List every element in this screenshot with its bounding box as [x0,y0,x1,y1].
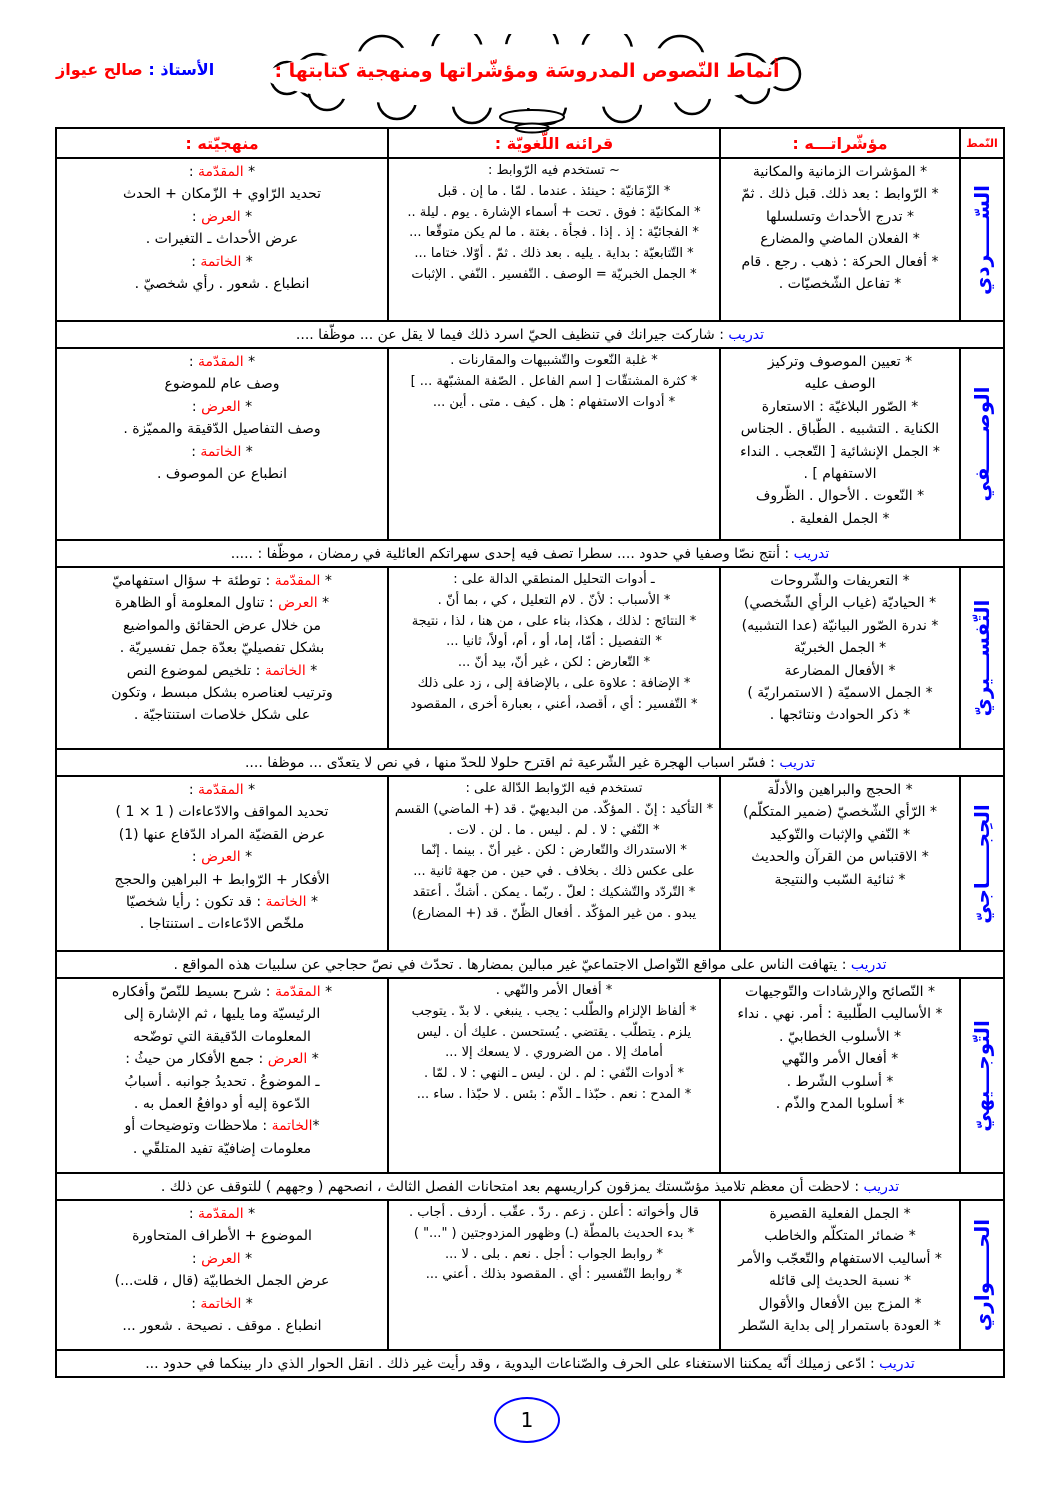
type-name-vertical-label: السّـــــردي [970,184,994,295]
text-line: * الأسباب : لأنّ . لام التعليل ، كي ، بما أنّ . [437,592,671,608]
text-line: * الفجائيّة : إذ . إذا . فجأة . بغتة . ما لم يكن متوقّعا ... [409,225,699,241]
text-line: * الأساليب الطّلبية : أمر. نهي . نداء [737,1006,943,1023]
text-line: * الخاتمة : [191,443,253,460]
text-line: قال وأخواته : أعلن . زعم . ردّ . عقّب . أردف . أجاب . [409,1205,699,1220]
exercise-cell [56,321,1004,348]
text-line: الدّعوة إليه أو دوافعُ العمل به . [133,1095,311,1112]
exercise-row [56,1350,1004,1377]
text-line: وصف عام للموضوع [164,376,280,393]
text-line: * النّفي والإثبات والتّوكيد [769,826,911,843]
exercise-cell [56,951,1004,978]
teacher-label: الأستاذ : [148,60,215,79]
page-number-badge [494,1397,560,1443]
text-line: * روابط التّفسير : أي . المقصود بذلك . أعني ... [425,1267,683,1283]
text-line: * أدوات الاستفهام : هل . كيف . متى . أين ... [432,394,676,410]
exercise-row [56,1173,1004,1200]
text-line: * ضمائر المتكلّم والخاطب [764,1228,916,1245]
text-line: * النتائج : لذلك ، هكذا، بناء على ، من هنا ، لذا ، نتيجة [411,613,697,629]
text-line: * العرض : جمع الأفكار من حيثُ : [125,1051,319,1068]
text-line: * المقدّمة : [188,164,256,180]
text-line: * التّفسير : أي ، أقصد، أعني ، بعبارة أخرى ، المقصود [410,696,698,712]
text-line: * الرّوابط : بعد ذلك. قبل ذلك . ثمّ [741,186,939,203]
section-keyword: المقدّمة [198,1206,244,1222]
type-name-cell [960,348,1004,540]
text-line: * كثرة المشتقّات [ اسم الفاعل . الصّفة المشبّهة ... ] [410,373,698,389]
text-line: يبدو . من غير المؤكّد . أفعال الظّنّ . قد (+ المضارع) [411,905,697,921]
text-line: الموضوع + الأطراف المتحاورة [132,1228,312,1245]
methodology-cell [56,158,388,321]
section-keyword: المقدّمة [274,573,321,589]
section-keyword: الخاتمة [265,893,307,910]
indicators-cell [720,776,960,951]
exercise-text: : شاركت جيرانك في تنظيف الحيّ اسرد ذلك فيما لا يقل عن ... موظّفا .... [295,326,729,343]
text-line: * العرض : تناول المعلومة أو الظاهرة [114,595,330,612]
text-line: ـ أدوات التحليل المنطقي الدالة على : [453,572,655,587]
indicators-cell [720,348,960,540]
exercise-text: : أنتج نصّا وصفيا في حدود .... سطرا تصف فيه إحدى سهراتكم العائلية في رمضان ، موظّفا : ..... [230,545,794,562]
exercise-text: : لاحظت أن معظم تلاميذ مؤسّستك يمزقون كراريسهم بعد امتحانات الفصل الثالث ، انصحهم ( وجههم ) للتوقف عن ذلك . [160,1178,864,1195]
methodology-cell [56,776,388,951]
header-row [56,128,1004,158]
exercise-cell [56,540,1004,567]
text-line: على عكس ذلك . بخلاف . في حين . من جهة ثانية ... [413,864,695,880]
type-name-cell [960,978,1004,1173]
cloud-shape-icon [232,34,812,134]
text-type-row [56,978,1004,1173]
text-line: * الأفعال المضارعة [784,662,896,679]
text-line: * الجمل الفعلية . [790,510,890,527]
text-line: انطباع . موقف . نصيحة . شعور ... [122,1317,322,1334]
indicators-cell [720,978,960,1173]
text-line: * الأسلوب الخطابيّ . [779,1028,901,1045]
text-line: تستخدم فيه الرّوابط الدّالة على : [465,781,643,796]
text-line: * ندرة الصّور البيانيّة (عدا التشبيه) [741,617,939,634]
text-line: * التّعارض : لكن ، غير أنّ، بيد أنّ ... [457,655,651,671]
text-line: * الجمل الفعلية القصيرة [769,1206,911,1222]
exercise-label: تدريب [863,1178,900,1195]
text-line: على شكل خلاصات استنتاجيّة . [133,707,311,724]
text-type-row [56,567,1004,749]
exercise-label: تدريب [779,754,816,771]
text-line: * التعريفات والشّروحات [770,573,910,589]
text-line: * المؤشرات الزمانية والمكانية [752,164,928,180]
text-line: * ذكر الحوادث ونتائجها . [769,707,911,724]
section-keyword: العرض [278,595,318,612]
text-line: * أساليب الاستفهام والتّعجّب والأمر [738,1250,942,1267]
col-header-methodology: منهجيّته : [56,128,388,158]
col-header-indicators: مؤشّراتـــه : [720,128,960,158]
section-keyword: الخاتمة [200,253,242,270]
col-header-type: النّمط [960,128,1004,158]
text-line: * بدء الحديث بالمطّة (ـ) وظهور المزدوجتين ( "..." ) [413,1225,695,1241]
type-name-cell [960,567,1004,749]
exercise-cell [56,1173,1004,1200]
text-line: * المقدّمة : [188,354,256,370]
text-line: ملخّص الادّعاءات ـ استنتاجا . [139,916,305,933]
text-line: * الجمل الإنشائية [ التّعجب . النداء [740,443,940,460]
text-type-row [56,348,1004,540]
exercise-cell [56,1350,1004,1377]
type-name-cell [960,776,1004,951]
evidence-cell [388,1200,720,1350]
methodology-cell [56,1200,388,1350]
text-line: من خلال عرض الحقائق والمواضيع [123,617,321,634]
exercise-label: تدريب [728,326,765,343]
text-line: * تعيين الموصوف وتركيز [767,354,913,370]
text-line: * الخاتمة : [191,1295,253,1312]
text-line: * العرض : [191,1250,253,1267]
evidence-cell [388,348,720,540]
text-line: * أفعال الأمر والنّهي . [495,983,613,998]
text-line: * الزّمَانيّة : حينئذ . عندما . لمّا . ما إن . قبل [437,183,671,199]
text-line: أمامك إلا . من الضروري . لا يسعك إلا ... [445,1045,663,1061]
text-line: الاستفهام ] . [803,465,877,482]
exercise-text: : ادّعى زميلك أنّه يمكننا الاستغناء على الحرف والصّناعات اليدوية ، وقد رأيت غير ذلك . انقل الحوار الذي دار بينكما في حدود ... [145,1355,880,1372]
section-keyword: العرض [201,398,241,415]
text-line: * الحياديّة (غياب الرأي الشّخصي) [743,595,937,612]
page-number: 1 [520,1408,534,1432]
text-line: * التّتابعيّة : بداية . يليه . بعد ذلك . ثمّ . أوّلا. ختاما ... [414,246,694,262]
section-keyword: العرض [201,208,241,225]
methodology-cell [56,567,388,749]
text-line: * المقدّمة : توطئة + سؤال استفهاميّ [112,573,332,589]
text-line: عرض القضيّة المراد الدّفاع عنها (1) [118,826,326,843]
indicators-cell [720,158,960,321]
text-line: تحديد الرّاوي + الزّمكان + الحدث [122,186,322,203]
text-type-row [56,776,1004,951]
text-line: *الخاتمة : ملاحظات وتوضيحات أو [124,1118,320,1135]
text-line: * أفعال الأمر والنّهي [781,1051,899,1068]
evidence-cell [388,567,720,749]
text-line: * المكانيّة : فوق . تحت + أسماء الإشارة . يوم . ليلة .. [407,204,701,220]
type-name-vertical-label: الحـــــواري [970,1218,994,1332]
methodology-cell [56,348,388,540]
text-line: * المزج بين الأفعال والأقوال [758,1295,922,1312]
text-line: * الاستدراك والتّعارض : لكن . غير أنّ . بينما . إنّما [421,843,687,859]
text-line: الكناية . التشبيه . الطّباق . الجناس [740,421,940,438]
text-line: * روابط الجواب : أجل . نعم . بلى . لا ... [445,1246,663,1262]
text-line: انطباع عن الموصوف . [156,465,288,482]
text-line: * الخاتمة : [191,253,253,270]
exercise-label: تدريب [879,1355,915,1372]
type-name-cell [960,158,1004,321]
exercise-cell [56,749,1004,776]
text-line: * المقدّمة : [188,1206,256,1222]
type-name-vertical-label: التّفســـيريّ [970,599,994,717]
text-line: * العودة باستمرار إلى بداية السّطر [739,1317,941,1334]
text-line: ~ تستخدم فيه الرّوابط : [488,163,620,178]
text-line: * الخاتمة : تلخيص لموضوع النص [126,662,318,679]
text-line: * النّفي : لا . لم . ليس . ما . لن . لات . [448,822,660,838]
text-line: ـ الموضوعُ . تحديدُ جوانبه . أسبابُ [124,1073,320,1090]
teacher-name: صالح عيواز [56,60,143,79]
section-keyword: المقدّمة [274,984,321,1000]
text-line: * أفعال الحركة : ذهب . رجع . قام [741,253,939,270]
evidence-cell [388,158,720,321]
text-line: * الاقتباس من القرآن والحديث [751,849,929,866]
evidence-cell [388,776,720,951]
text-line: * المدح : نعم . حبّذا ـ الذّم : بئس . لا حبّذا . ساء ... [416,1086,692,1102]
page-title: أنماط النّصوص المدروسَة ومؤشّراتها ومنهجية كتابتها : [274,60,780,82]
text-line: * تفاعل الشّخصيّات . [778,275,902,292]
exercise-text: : يتهافت الناس على مواقع التّواصل الاجتماعيّ غير مبالين بمضارها . تحدّث في نصّ حجاجي عن سلبيات هذه المواقع . [173,956,851,973]
text-line: معلومات إضافيّة تفيد المتلقّي . [132,1140,312,1157]
section-keyword: الخاتمة [200,443,242,460]
text-line: * الجمل الخبريّة [793,640,887,657]
text-line: * التأكيد : إنّ . المؤكّد. من البديهيّ . قد (+ الماضي) القسم [394,801,714,817]
section-keyword: العرض [201,849,241,866]
text-line: الرئيسيّة وما يليها ، ثم الإشارة إلى [123,1006,321,1023]
text-line: * النّعوت . الأحوال . الظّروف [755,488,925,505]
title-cloud [232,34,812,134]
text-line: وترتيب لعناصره بشكل مبسط ، وتكون [111,684,333,701]
exercise-row [56,540,1004,567]
exercise-label: تدريب [793,545,830,562]
exercise-text: : فسّر اسباب الهجرة غير الشّرعية ثم اقترح حلولا للحدّ منها ، في نص لا يتعدّى ... موظفا .... [244,754,780,771]
text-line: * المقدّمة : شرح بسيط للنّصّ وأفكاره [111,984,333,1000]
exercise-row [56,951,1004,978]
text-line: يلزم . يتطلّب . يقتضي . يُستحسن . عليك أن . ليس [416,1024,692,1040]
text-line: تحديد المواقف والادّعاءات ( 1 × 1 ) [115,804,329,821]
text-line: * التفصيل : أمّا، إما، أو ، أم، أولاً، ثانيا ... [446,634,662,650]
section-keyword: المقدّمة [198,354,244,370]
evidence-cell [388,978,720,1173]
text-line: * العرض : [191,849,253,866]
text-line: * أسلوبا المدح والذّم . [775,1095,905,1112]
text-line: * المقدّمة : [188,782,256,798]
text-line: * الحجج والبراهين والأدلّة [767,782,913,798]
text-line: * تدرج الأحداث وتسلسلها [766,208,914,225]
type-name-vertical-label: التّوجـــيهيّ [970,1019,994,1132]
section-keyword: الخاتمة [271,1118,313,1135]
section-keyword: العرض [201,1250,241,1267]
text-line: الأفكار + الرّوابط + البراهين والحجج [114,871,330,888]
text-line: * ثنائية السّبب والنتيجة [774,871,906,888]
text-line: * الصّور البلاغيّة : الاستعارة [761,398,919,415]
indicators-cell [720,567,960,749]
text-line: عرض الجمل الخطابيّة (قال ، قلت...) [114,1273,330,1290]
table-body [56,128,1004,1377]
exercise-row [56,749,1004,776]
text-line: بشكل تفصيليّ بعدّة جمل تفسيريّة . [119,640,325,657]
section-keyword: المقدّمة [198,164,244,180]
methodology-cell [56,978,388,1173]
text-line: * الجمل الخبريّة = الوصف . التّفسير . النّفي . الإثبات [411,266,697,282]
type-name-vertical-label: الوصـــــفي [970,386,994,502]
text-line: * العرض : [191,208,253,225]
text-line: * العرض : [191,398,253,415]
section-keyword: الخاتمة [264,662,306,679]
text-type-row [56,1200,1004,1350]
text-line: عرض الأحداث ـ التغيرات . [145,231,299,248]
text-line: انطباع . شعور . رأي شخصيّ . [134,275,310,292]
text-line: * أدوات النّفي : لم . لن . ليس ـ النهي : لا . لمّا . [423,1066,685,1082]
text-line: الوصف عليه [804,376,876,393]
text-line: * الفعلان الماضي والمضارع [760,231,920,248]
section-keyword: العرض [267,1051,308,1068]
text-line: * الجمل الاسميّة ( الاستمراريّة ) [747,684,933,701]
text-line: * الخاتمة : قد تكون : رأيا شخصيّا [126,893,318,910]
text-line: * نسبة الحديث إلى قائله [769,1273,911,1290]
text-line: * الرّأي الشّخصيّ (ضمير المتكلّم) [742,804,938,821]
exercise-row [56,321,1004,348]
section-keyword: الخاتمة [200,1295,242,1312]
type-name-cell [960,1200,1004,1350]
section-keyword: المقدّمة [198,782,244,798]
text-line: * التّردّد والتّشكيك : لعلّ . ربّما . يمكن . أشكّ . أعتقد [412,884,696,900]
text-line: * أسلوب الشّرط . [786,1073,894,1090]
teacher-line [56,60,214,79]
types-table [55,127,1005,1378]
text-line: المعلومات الدّقيقة التي توضّحه [133,1028,311,1045]
text-line: * غلبة النّعوت والتّشبيهات والمقارنات . [450,353,658,368]
indicators-cell [720,1200,960,1350]
col-header-evidence: قرائنه اللّغويّة : [388,128,720,158]
type-name-vertical-label: الحِجـــــاجيّ [970,803,994,924]
text-line: * النّصائح والإرشادات والتّوجيهات [745,984,935,1000]
text-type-row [56,158,1004,321]
text-line: * الإضافة : علاوة على ، بالإضافة إلى ، زد على ذلك [417,675,691,691]
exercise-label: تدريب [850,956,887,973]
text-line: وصف التفاصيل الدّقيقة والمميّزة . [123,421,321,438]
text-line: * ألفاظ الإلزام والطّلب : يجب . ينبغي . لا بدّ . يتوجب [411,1003,697,1019]
